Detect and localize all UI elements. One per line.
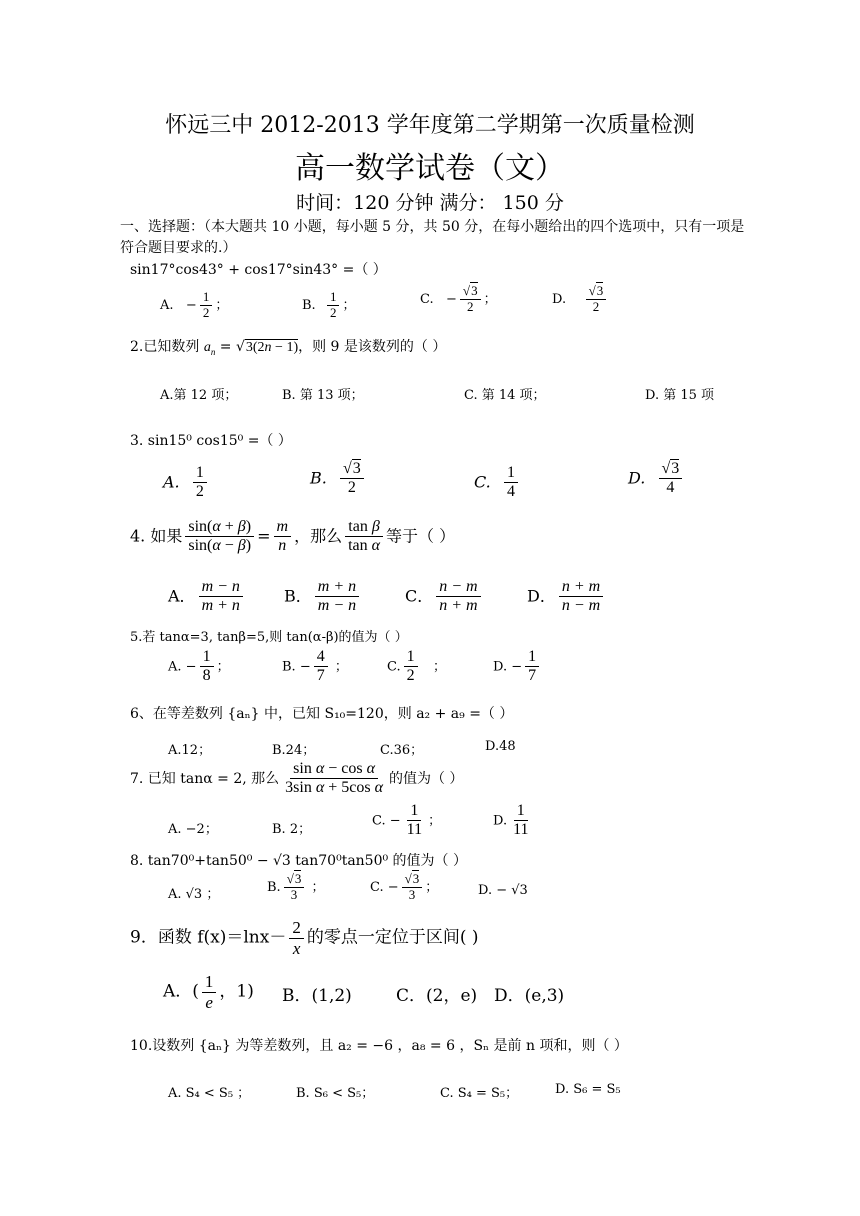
q8-option-c: C. − $\frac{√3}{3}$ ； — [370, 871, 439, 902]
q4-option-c: C． $\frac{n - m}{n + m}$ — [405, 578, 484, 616]
q6-option-b: B.24； — [272, 743, 316, 758]
q3-option-b: B. $\frac{√3}{2}$ — [310, 460, 367, 498]
q9-option-c: C．(2，e) — [396, 986, 478, 1006]
q10-option-b: B. S₆ < S₅； — [296, 1086, 375, 1101]
question-6-stem: 6、在等差数列 {aₙ} 中，已知 S₁₀=120，则 a₂ + a₉ =（ ） — [130, 706, 514, 722]
question-3-stem: 3. sin15⁰ cos15⁰ =（ ） — [130, 433, 292, 449]
q8-option-a: A. √3 ； — [168, 887, 220, 902]
question-9-stem: 9．函数 f(x)＝lnx－ $\frac{2}{x}$ 的零点一定位于区间( ) — [130, 918, 479, 958]
q1-option-a: A. − $\frac{1}{2}$ ； — [160, 289, 229, 320]
question-7-stem: 7. 已知 tanα = 2, 那么 $\frac{\text{sin α − cos α}}{\text{3sin α + 5cos α}}$ 的值为（ ） — [130, 760, 464, 797]
q7-option-c: C. − $\frac{1}{11}$ ； — [372, 802, 442, 839]
q6-option-d: D.48 — [485, 739, 516, 754]
question-8-stem: 8. tan70⁰+tan50⁰ − √3 tan70⁰tan50⁰ 的值为（ ） — [130, 853, 468, 869]
q5-option-c: C. $\frac{1}{2}$ ； — [387, 648, 447, 685]
q2-option-d: D. 第 15 项 — [645, 388, 715, 403]
exam-paper-title: 高一数学试卷（文） — [295, 151, 565, 186]
q7-option-b: B. 2； — [272, 822, 312, 837]
q4-option-d: D． $\frac{n + m}{n - m}$ — [527, 578, 606, 616]
q2-option-c: C. 第 14 项； — [464, 388, 546, 403]
exam-time-score: 时间：120 分钟 满分： 150 分 — [296, 192, 564, 214]
q4-option-a: A． $\frac{m - n}{m + n}$ — [168, 578, 246, 616]
q9-option-a: A．( $\frac{1}{e}$ ，1) — [163, 972, 254, 1012]
q1-option-c: C. − $\frac{√3}{2}$ ； — [420, 283, 497, 314]
q6-option-c: C.36； — [380, 743, 424, 758]
q5-option-a: A. − $\frac{1}{8}$ ； — [168, 648, 230, 685]
q1-option-d: D. $\frac{√3}{2}$ — [552, 284, 609, 315]
section-heading: 一、选择题：（本大题共 10 小题，每小题 5 分，共 50 分，在每小题给出的四个选项中，只有一项是符合题目要求的.） — [120, 219, 745, 256]
question-4-stem: 4. 如果 $\frac{\sin(\alpha + \beta)}{\sin(\alpha - \beta)}$ = $\frac{m}{n}$ ，那么 $\frac{\text{tan β}}{\text{tan α}}$ 等于（ ） — [130, 518, 456, 555]
q6-option-a: A.12； — [168, 743, 212, 758]
q10-option-c: C. S₄ = S₅； — [440, 1086, 519, 1101]
q3-option-d: D. $\frac{√3}{4}$ — [628, 460, 685, 498]
q7-option-a: A. −2； — [168, 822, 218, 837]
q3-option-a: A. $\frac{1}{2}$ — [163, 464, 210, 502]
q5-option-d: D. − $\frac{1}{7}$ — [493, 648, 542, 686]
question-1-stem: sin17°cos43° + cos17°sin43° =（ ） — [130, 262, 387, 278]
q2-option-a: A.第 12 项； — [160, 388, 238, 403]
q9-option-d: D．(e,3) — [494, 986, 565, 1006]
q8-option-b: B. $\frac{√3}{3}$ ； — [267, 871, 325, 902]
question-10-stem: 10.设数列 {aₙ} 为等差数列，且 a₂ = −6 ，a₈ = 6 ，Sₙ 是前 n 项和，则（ ） — [130, 1038, 628, 1054]
question-2-stem: 2.已知数列 $a_n = √3(2n - 1)$，则 9 是该数列的（ ） — [130, 339, 447, 357]
q2-option-b: B. 第 13 项； — [282, 388, 364, 403]
q4-option-b: B． $\frac{m + n}{m - n}$ — [284, 578, 362, 616]
exam-school-title: 怀远三中 2012-2013 学年度第二学期第一次质量检测 — [165, 113, 695, 138]
q5-option-b: B. − $\frac{4}{7}$ ； — [282, 648, 348, 685]
q3-option-c: C. $\frac{1}{4}$ — [474, 464, 521, 502]
q7-option-d: D. $\frac{1}{11}$ — [493, 802, 529, 839]
q10-option-d: D. S₆ = S₅ — [555, 1082, 621, 1097]
q10-option-a: A. S₄ < S₅ ； — [168, 1086, 251, 1101]
q8-option-d: D. − √3 — [478, 883, 528, 898]
q1-option-b: B. $\frac{1}{2}$ ； — [302, 289, 356, 320]
question-5-stem: 5.若 tanα=3, tanβ=5,则 tan(α-β)的值为（ ） — [130, 630, 408, 645]
q9-option-b: B．(1,2) — [282, 986, 352, 1006]
